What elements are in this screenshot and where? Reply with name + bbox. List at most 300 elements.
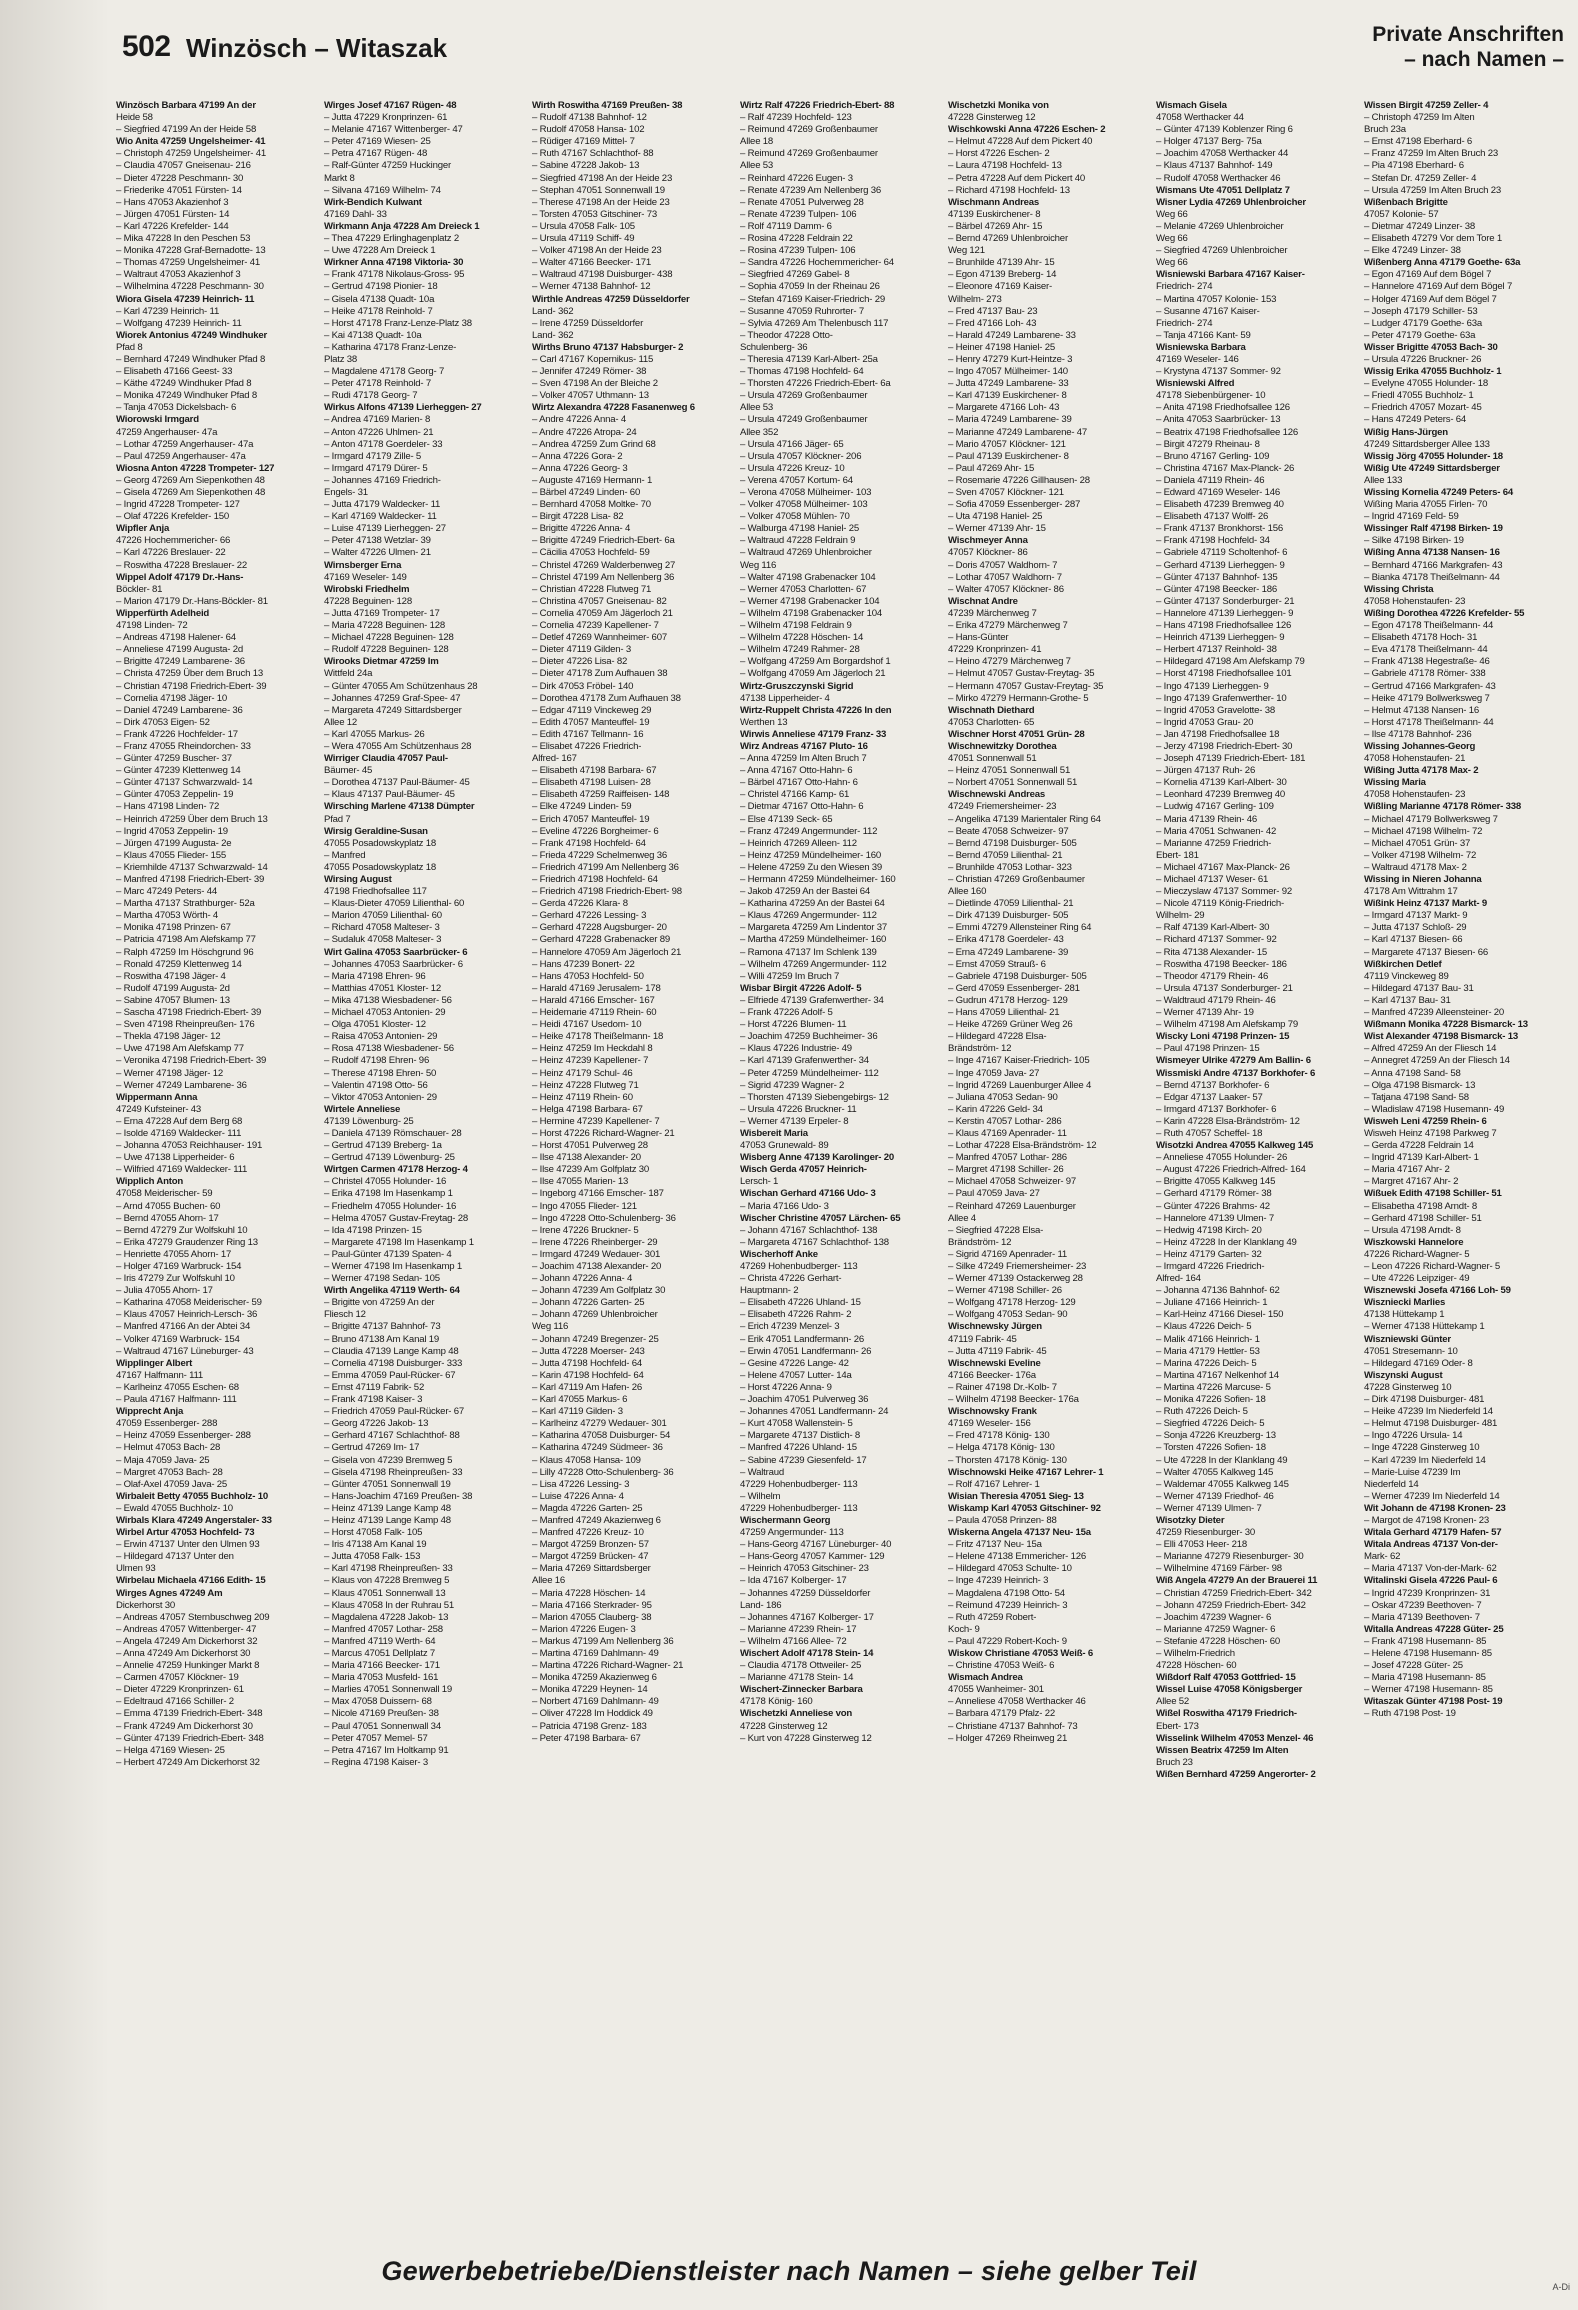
directory-entry: – Margarete 47198 Im Hasenkamp 1 [324, 1236, 474, 1248]
directory-entry: – Walter 47055 Kalkweg 145 [1156, 1466, 1274, 1478]
directory-entry: – Emma 47139 Friedrich-Ebert- 348 [116, 1708, 263, 1720]
directory-entry: – Manfred 47119 Werth- 64 [324, 1635, 436, 1647]
directory-entry: Platz 38 [324, 353, 358, 365]
directory-entry: – Ursula 47198 Arndt- 8 [1364, 1224, 1461, 1236]
directory-entry: – Dietmar 47249 Linzer- 38 [1364, 220, 1476, 232]
directory-entry: – Paul 47059 Java- 27 [948, 1188, 1040, 1200]
directory-entry: – Wera 47055 Am Schützenhaus 28 [324, 740, 472, 752]
directory-entry: – Gisela 47269 Am Siepenkothen 48 [116, 487, 266, 498]
directory-entry: – Brigitte 47249 Lambarene- 36 [116, 656, 245, 668]
directory-entry: – Eleonore 47169 Kaiser- [948, 281, 1053, 293]
directory-entry: Ulmen 93 [116, 1563, 156, 1575]
directory-entry: – Hans-Günter [948, 632, 1009, 644]
directory-entry: – Bernd 47137 Borkhofer- 6 [1156, 1079, 1270, 1091]
directory-entry: – Volker 47058 Mühlen- 70 [740, 511, 850, 523]
directory-entry: – Sabine 47057 Blumen- 13 [116, 994, 230, 1006]
surname-entry: Wissinger Ralf 47198 Birken- 19 [1364, 523, 1503, 535]
directory-entry: – Klaus-Dieter 47059 Lilienthal- 60 [324, 898, 465, 910]
directory-entry: – Hans 47198 Linden- 72 [116, 801, 220, 813]
directory-entry: 47228 Höschen- 60 [1156, 1660, 1237, 1672]
directory-entry: – Ronald 47259 Klettenweg 14 [116, 958, 242, 970]
directory-entry: – Paul 47229 Robert-Koch- 9 [948, 1635, 1067, 1647]
directory-entry: – Angelika 47139 Marientaler Ring 64 [948, 813, 1101, 825]
directory-entry: – Olaf-Axel 47059 Java- 25 [116, 1478, 228, 1490]
directory-entry: – Martina 47167 Nelkenhof 14 [1156, 1369, 1279, 1381]
surname-entry: Wissing Johannes-Georg [1364, 740, 1476, 752]
directory-entry: – Katharina 47058 Duisburger- 54 [532, 1430, 671, 1442]
directory-entry: – Christina 47057 Gneisenau- 82 [532, 595, 667, 607]
directory-entry: – Maria 47198 Ehren- 96 [324, 970, 426, 982]
directory-entry: – Wolfgang 47053 Sedan- 90 [948, 1309, 1068, 1321]
directory-entry: – Silvana 47169 Wilhelm- 74 [324, 184, 441, 196]
directory-entry: – Waltraud 47228 Feldrain 9 [740, 535, 856, 547]
directory-entry: – Silke 47249 Friemersheimer- 23 [948, 1261, 1087, 1272]
directory-entry: 47169 Weseler- 149 [324, 571, 407, 583]
directory-entry: – Ingrid 47053 Zeppelin- 19 [116, 825, 228, 837]
surname-entry: Witalla Andreas 47228 Güter- 25 [1364, 1623, 1504, 1635]
directory-entry: – Sigrid 47169 Apenrader- 11 [948, 1248, 1068, 1260]
directory-entry: – Ingo 47055 Flieder- 121 [532, 1200, 637, 1212]
directory-entry: – Thomas 47198 Hochfeld- 64 [740, 366, 864, 378]
directory-entry: – Valentin 47198 Otto- 56 [324, 1079, 428, 1091]
directory-entry: – Laura 47198 Hochfeld- 13 [948, 160, 1062, 172]
directory-entry: – Günter 47051 Sonnenwall 19 [324, 1478, 451, 1490]
directory-entry: – Gerhard 47179 Römer- 38 [1156, 1188, 1272, 1200]
directory-entry: – Werner 47198 Grabenacker 104 [740, 595, 880, 607]
directory-entry: – Erik 47051 Landfermann- 26 [740, 1333, 865, 1345]
surname-entry: Wischmann Andreas [948, 196, 1040, 208]
directory-entry: – Melanie 47167 Wittenberger- 47 [324, 124, 463, 136]
directory-entry: – Johannes 47053 Saarbrücker- 6 [324, 958, 463, 970]
directory-entry: – Ursula 47226 Bruckner- 26 [1364, 353, 1482, 365]
surname-entry: Wiszynski August [1364, 1369, 1443, 1381]
directory-entry: – Lothar 47057 Waldhorn- 7 [948, 571, 1062, 583]
directory-entry: – Klaus 47051 Sonnenwall 13 [324, 1587, 446, 1599]
directory-entry: – Elisabet 47226 Friedrich- [532, 740, 642, 752]
directory-entry: – Volker 47198 Wilhelm- 72 [1364, 849, 1477, 861]
directory-entry: – Johann 47167 Schlachthof- 138 [740, 1224, 878, 1236]
directory-entry: – Frank 47198 Hochfeld- 34 [1156, 535, 1270, 547]
directory-entry: – Maria 47166 Udo- 3 [740, 1200, 829, 1212]
directory-entry: – Hildegard 47137 Unter den [116, 1551, 234, 1563]
directory-entry: – Helene 47138 Emmericher- 126 [948, 1551, 1086, 1563]
directory-entry: – Renate 47239 Am Nellenberg 36 [740, 184, 882, 196]
directory-entry: – Andreas 47198 Halener- 64 [116, 632, 236, 644]
surname-entry: Wirth Angelika 47119 Werth- 64 [324, 1285, 460, 1297]
directory-entry: – Hermann 47057 Gustav-Freytag- 35 [948, 680, 1104, 692]
directory-entry: – Paul 47259 Angerhauser- 47a [116, 450, 246, 462]
directory-entry: – Hannelore 47059 Am Jägerloch 21 [532, 946, 682, 958]
surname-entry: Wirkner Anna 47198 Viktoria- 30 [324, 257, 464, 269]
directory-entry: – Horst 47051 Pulverweg 28 [532, 1140, 648, 1152]
directory-entry: – Klaus 47058 In der Ruhrau 51 [324, 1599, 455, 1611]
directory-entry: – Joachim 47259 Buchheimer- 36 [740, 1031, 878, 1043]
directory-entry: – Cornelia 47198 Jäger- 10 [116, 692, 228, 704]
directory-entry: – Christel 47199 Am Nellenberg 36 [532, 571, 675, 583]
directory-entry: – Manfred 47226 Kreuz- 10 [532, 1527, 644, 1539]
directory-entry: – Kornelia 47139 Karl-Albert- 30 [1156, 777, 1287, 789]
directory-entry: – Holger 47137 Berg- 75a [1156, 136, 1262, 148]
directory-entry: – Leon 47226 Richard-Wagner- 5 [1364, 1261, 1501, 1272]
directory-entry: 47259 Riesenburger- 30 [1156, 1527, 1256, 1539]
directory-entry: 47259 Angermunder- 113 [740, 1527, 844, 1539]
directory-entry: – Frank 47137 Bronkhorst- 156 [1156, 523, 1283, 535]
directory-entry: – Ida 47198 Prinzen- 15 [324, 1224, 422, 1236]
directory-entry: – Volker 47057 Uthmann- 13 [532, 390, 649, 402]
directory-entry: – Bruno 47167 Gerling- 109 [1156, 450, 1270, 462]
directory-entry: – Karl 47119 Am Hafen- 26 [532, 1381, 643, 1393]
directory-entry: 47138 Lipperheider- 4 [740, 692, 830, 704]
directory-entry: – Ursula 47057 Klöckner- 206 [740, 450, 862, 462]
directory-entry: – Wilhelmine 47169 Färber- 98 [1156, 1563, 1282, 1575]
directory-entry: – Katharina 47058 Meiderischer- 59 [116, 1297, 262, 1309]
directory-entry: – Lilly 47228 Otto-Schulenberg- 36 [532, 1466, 674, 1478]
directory-entry: – Ralf 47239 Hochfeld- 123 [740, 112, 852, 124]
surname-entry: Wißenberg Anna 47179 Goethe- 63a [1364, 257, 1521, 269]
directory-entry: – Auguste 47169 Hermann- 1 [532, 474, 653, 486]
directory-entry: – Ursula 47249 Großenbaumer [740, 414, 868, 426]
directory-entry: – Elisabeth 47166 Geest- 33 [116, 366, 233, 378]
directory-entry: 47119 Fabrik- 45 [948, 1333, 1017, 1345]
directory-entry: – Friedl 47055 Buchholz- 1 [1364, 390, 1474, 402]
directory-entry: – Christoph 47259 Ungelsheimer- 41 [116, 148, 266, 160]
directory-entry: – Werner 47198 Schiller- 26 [948, 1285, 1062, 1297]
directory-entry: – Hermine 47239 Kapellener- 7 [532, 1115, 660, 1127]
surname-entry: Wissing in Nieren Johanna [1364, 874, 1482, 885]
directory-entry: – Johann 47249 Bregenzer- 25 [532, 1333, 659, 1345]
directory-entry: – Elke 47249 Linden- 59 [532, 801, 632, 813]
directory-entry: Hauptmann- 2 [740, 1285, 799, 1297]
directory-entry: – Fred 47137 Bau- 23 [948, 305, 1038, 317]
directory-entry: – Ingo 47226 Ursula- 14 [1364, 1430, 1463, 1442]
directory-entry: 47228 Ginsterweg 12 [948, 112, 1036, 124]
directory-column-7 [1364, 100, 1568, 2250]
directory-entry: – Richard 47198 Hochfeld- 13 [948, 184, 1070, 196]
directory-entry: – Rudolf 47058 Werthacker 46 [1156, 172, 1281, 184]
directory-entry: Koch- 9 [948, 1623, 980, 1635]
surname-entry: Wischnewsky Jürgen [948, 1321, 1042, 1333]
directory-entry: – Karlheinz 47055 Eschen- 68 [116, 1381, 239, 1393]
directory-entry: – Hildegard 47228 Elsa- [948, 1031, 1047, 1043]
directory-entry: – Gerda 47228 Feldrain 14 [1364, 1140, 1474, 1152]
directory-entry: – Andreas 47057 Sternbuschweg 209 [116, 1611, 270, 1623]
directory-entry: – Bernhard 47058 Moltke- 70 [532, 499, 651, 511]
directory-column-3 [532, 100, 736, 2250]
directory-entry: – Beate 47058 Schweizer- 97 [948, 825, 1069, 837]
directory-entry: – Maria 47228 Höschen- 14 [532, 1587, 646, 1599]
directory-entry: – Hermann 47259 Mündelheimer- 160 [740, 874, 896, 885]
directory-entry: – Margareta 47249 Sittardsberger [324, 704, 462, 716]
directory-entry: – Karl 47119 Gilden- 3 [532, 1406, 623, 1418]
surname-entry: Wißkirchen Detlef [1364, 958, 1442, 970]
directory-entry: 47139 Löwenburg- 25 [324, 1115, 414, 1127]
surname-entry: Wismeyer Ulrike 47279 Am Ballin- 6 [1156, 1055, 1311, 1067]
directory-entry: – Rüdiger 47169 Mittel- 7 [532, 136, 635, 148]
directory-entry: – Regina 47198 Kaiser- 3 [324, 1756, 429, 1768]
directory-entry: – Manfred 47226 Uhland- 15 [740, 1442, 857, 1454]
directory-entry: – Ingrid 47169 Feld- 59 [1364, 511, 1459, 523]
surname-entry: Wischnewski Andreas [948, 789, 1046, 801]
directory-entry: – Therese 47198 An der Heide 23 [532, 196, 670, 208]
directory-entry: – Martina 47057 Kolonie- 153 [1156, 293, 1277, 305]
directory-entry: – Ilse 47239 Am Golfplatz 30 [532, 1164, 650, 1176]
directory-entry: – Sascha 47198 Friedrich-Ebert- 39 [116, 1007, 262, 1019]
directory-entry: – Oliver 47228 Im Hoddick 49 [532, 1708, 653, 1720]
directory-entry: – Melanie 47269 Uhlenbroicher [1156, 220, 1284, 232]
directory-entry: – Paul 47198 Prinzen- 15 [1156, 1043, 1260, 1055]
directory-entry: – Joachim 47239 Wagner- 6 [1156, 1611, 1272, 1623]
directory-entry: – Edgar 47119 Vinckeweg 29 [532, 704, 652, 716]
directory-entry: Wilhelm- 29 [1156, 910, 1205, 922]
surname-entry: Wisniewska Barbara [1156, 341, 1246, 353]
directory-entry: – Waldtraud 47179 Rhein- 46 [1156, 994, 1276, 1006]
directory-entry: – Joseph 47179 Schiller- 53 [1364, 305, 1478, 317]
directory-entry: – Ruth 47198 Post- 19 [1364, 1708, 1456, 1720]
directory-entry: – Eva 47178 Theißelmann- 44 [1364, 644, 1488, 656]
surname-entry: Wißink Heinz 47137 Markt- 9 [1364, 898, 1488, 910]
directory-entry: – Lothar 47259 Angerhauser- 47a [116, 438, 254, 450]
directory-entry: Pfad 8 [116, 341, 143, 353]
surname-entry: Wisselink Wilhelm 47053 Menzel- 46 [1156, 1732, 1314, 1744]
directory-entry: – Ursula 47058 Falk- 105 [532, 220, 635, 232]
directory-entry: – Hedwig 47198 Kirch- 20 [1156, 1224, 1262, 1236]
directory-entry: 47178 Am Wittrahm 17 [1364, 886, 1458, 898]
directory-entry: – Klaus 47055 Flieder- 155 [116, 849, 227, 861]
directory-entry: – Daniel 47249 Lambarene- 36 [116, 704, 243, 716]
directory-entry: – Sven 47198 An der Bleiche 2 [532, 378, 658, 390]
directory-entry: – Sandra 47226 Hochemmericher- 64 [740, 257, 894, 269]
directory-entry: – Tanja 47166 Kant- 59 [1156, 329, 1251, 341]
directory-entry: – Manfred 47198 Friedrich-Ebert- 39 [116, 874, 265, 885]
directory-entry: – Manfred 47166 An der Abtei 34 [116, 1321, 251, 1333]
directory-entry: – Ingrid 47228 Trompeter- 127 [116, 499, 240, 511]
directory-entry: – Magdalena 47228 Jakob- 13 [324, 1611, 449, 1623]
directory-entry: – Norbert 47051 Sonnenwall 51 [948, 777, 1078, 789]
directory-entry: – Karl 47226 Krefelder- 144 [116, 220, 229, 232]
directory-entry: – Ralph 47259 Im Höschgrund 96 [116, 946, 254, 958]
directory-entry: Bruch 23a [1364, 124, 1406, 136]
directory-entry: – Karl-Heinz 47166 Diesel- 150 [1156, 1309, 1284, 1321]
directory-entry: 47178 König- 160 [740, 1696, 813, 1708]
directory-entry: – Michael 47051 Grün- 37 [1364, 837, 1471, 849]
surname-entry: Wisian Theresia 47051 Sieg- 13 [948, 1490, 1084, 1502]
directory-entry: – Margarete 47166 Loh- 43 [948, 402, 1060, 414]
surname-entry: Wißig Ute 47249 Sittardsberger [1364, 462, 1500, 474]
directory-entry: – Reimund 47239 Heinrich- 3 [948, 1599, 1068, 1611]
directory-entry: – Leonhard 47239 Bremweg 40 [1156, 789, 1286, 801]
directory-entry: – Sabine 47239 Giesenfeld- 17 [740, 1454, 867, 1466]
directory-entry: – Luise 47226 Anna- 4 [532, 1490, 624, 1502]
directory-entry: – Michael 47058 Schweizer- 97 [948, 1176, 1077, 1188]
directory-entry: – Maria 47179 Hettler- 53 [1156, 1345, 1260, 1357]
directory-entry: – Werner 47053 Charlotten- 67 [740, 583, 867, 595]
directory-entry: – Günter 47198 Beecker- 186 [1156, 583, 1278, 595]
directory-entry: – Willi 47259 Im Bruch 7 [740, 970, 840, 982]
directory-entry: – Helga 47169 Wiesen- 25 [116, 1744, 225, 1756]
directory-entry: – Elisabeth 47226 Uhland- 15 [740, 1297, 861, 1309]
directory-entry: – Monika 47259 Akazienweg 6 [532, 1672, 657, 1684]
directory-entry: – Waltraut 47053 Akazienhof 3 [116, 269, 241, 281]
surname-entry: Wißing Anna 47138 Nansen- 16 [1364, 547, 1500, 559]
directory-entry: – Verena 47057 Kortum- 64 [740, 474, 853, 486]
directory-entry: – Elli 47053 Heer- 218 [1156, 1539, 1248, 1551]
directory-entry: – Maria 47269 Sittardsberger [532, 1563, 651, 1575]
directory-entry: – Heinz 47239 Kapellener- 7 [532, 1055, 649, 1067]
directory-entry: – Anneliese 47058 Werthacker 46 [948, 1696, 1086, 1708]
directory-entry: – Friedrich 47199 Am Nellenberg 36 [532, 861, 679, 873]
directory-entry: – Ingrid 47053 Gravelotte- 38 [1156, 704, 1275, 716]
surname-entry: Wischnowski Heike 47167 Lehrer- 1 [948, 1466, 1104, 1478]
directory-entry: – Jutta 47169 Trompeter- 17 [324, 607, 440, 619]
directory-entry: – Heinz 47139 Lange Kamp 48 [324, 1514, 451, 1526]
directory-entry: Allee 53 [740, 402, 774, 414]
surname-entry: Wippermann Anna [116, 1091, 198, 1103]
directory-entry: Böckler- 81 [116, 583, 163, 595]
directory-entry: – Mario 47057 Klöckner- 121 [948, 438, 1066, 450]
directory-entry: – Siegfried 47198 An der Heide 23 [532, 172, 673, 184]
directory-entry: – Sudaluk 47058 Malteser- 3 [324, 934, 442, 946]
directory-entry: – Ruth 47057 Scheffel- 18 [1156, 1127, 1263, 1139]
directory-entry: – Johannes 47259 Graf-Spee- 47 [324, 692, 461, 704]
directory-entry: – Brunhilde 47139 Ahr- 15 [948, 257, 1055, 269]
surname-entry: Wiszniecki Marlies [1364, 1297, 1446, 1309]
directory-entry: – Karin 47228 Elsa-Brändström- 12 [1156, 1115, 1300, 1127]
directory-entry: – Horst 47226 Blumen- 11 [740, 1019, 847, 1031]
directory-entry: – Elisabeth 47279 Vor dem Tore 1 [1364, 233, 1502, 245]
surname-entry: Wissing Kornelia 47249 Peters- 64 [1364, 487, 1514, 498]
directory-entry: – Günter 47139 Koblenzer Ring 6 [1156, 124, 1293, 136]
directory-entry: – Erwin 47051 Landfermann- 26 [740, 1345, 872, 1357]
directory-entry: – Rudolf 47199 Augusta- 2d [116, 982, 230, 994]
directory-entry: – Frank 47198 Husemann- 85 [1364, 1635, 1487, 1647]
directory-entry: – Iris 47138 Am Kanal 19 [324, 1539, 427, 1551]
directory-entry: – Margot 47259 Brücken- 47 [532, 1551, 649, 1563]
directory-entry: – Günter 47055 Am Schützenhaus 28 [324, 680, 478, 692]
directory-entry: – Johanna 47136 Bahnhof- 62 [1156, 1285, 1280, 1297]
directory-entry: – Kriemhilde 47137 Schwarzwald- 14 [116, 861, 268, 873]
surname-entry: Wischert Adolf 47178 Stein- 14 [740, 1648, 874, 1659]
directory-entry: 47228 Ginsterweg 10 [1364, 1381, 1452, 1393]
directory-entry: – Gisela 47198 Rheinpreußen- 33 [324, 1466, 463, 1478]
directory-entry: – Jan 47198 Friedhofsallee 18 [1156, 728, 1280, 740]
directory-entry: – Ernst 47059 Strauß- 6 [948, 958, 1046, 970]
directory-entry: – Paul-Günter 47139 Spaten- 4 [324, 1248, 452, 1260]
directory-entry: – Arnd 47055 Buchen- 60 [116, 1200, 221, 1212]
directory-entry: – Horst 47058 Falk- 105 [324, 1527, 423, 1539]
directory-entry: – Pia 47198 Eberhard- 6 [1364, 160, 1464, 172]
directory-entry: – Ursula 47166 Jäger- 65 [740, 438, 844, 450]
directory-entry: Allee 12 [324, 716, 358, 728]
surname-entry: Witaszak Günter 47198 Post- 19 [1364, 1696, 1503, 1708]
directory-entry: – Susanne 47167 Kaiser- [1156, 305, 1260, 317]
directory-entry: – Irmgard 47179 Dürer- 5 [324, 462, 428, 474]
directory-entry: – Veronika 47198 Friedrich-Ebert- 39 [116, 1055, 267, 1067]
directory-entry: – Volker 47169 Warbruck- 154 [116, 1333, 240, 1345]
directory-entry: 47055 Posadowskyplatz 18 [324, 861, 437, 873]
directory-entry: – Horst 47178 Theißelmann- 44 [1364, 716, 1494, 728]
directory-column-5 [948, 100, 1152, 2250]
surname-entry: Wiskamp Karl 47053 Gitschiner- 92 [948, 1502, 1101, 1514]
directory-entry: – Kerstin 47057 Lothar- 286 [948, 1115, 1062, 1127]
directory-entry: – Wolfgang 47178 Herzog- 129 [948, 1297, 1076, 1309]
directory-entry: – Peter 47198 Barbara- 67 [532, 1732, 641, 1744]
directory-entry: – Heinz 47259 Mündelheimer- 160 [740, 849, 881, 861]
directory-entry: – Heinz 47139 Lange Kamp 48 [324, 1502, 451, 1514]
directory-entry: – Marion 47059 Lilienthal- 60 [324, 910, 442, 922]
directory-entry: – Hildegard 47053 Schulte- 10 [948, 1563, 1072, 1575]
directory-entry: – Julia 47055 Ahorn- 17 [116, 1285, 213, 1297]
directory-entry: 47057 Klöckner- 86 [948, 547, 1028, 559]
directory-entry: – Karl 47169 Waldecker- 11 [324, 511, 437, 523]
directory-entry: – Elisabeth 47259 Raiffeisen- 148 [532, 789, 670, 801]
directory-entry: – Uwe 47138 Lipperheider- 6 [116, 1152, 235, 1164]
directory-entry: – Inge 47059 Java- 27 [948, 1067, 1040, 1079]
directory-entry: – Joachim 47051 Pulverweg 36 [740, 1394, 869, 1406]
directory-entry: – Marianne 47178 Stein- 14 [740, 1672, 854, 1684]
directory-entry: – Viktor 47053 Antonien- 29 [324, 1091, 437, 1103]
directory-entry: – Hans 47239 Bonert- 22 [532, 958, 635, 970]
directory-entry: – Patricia 47198 Grenz- 183 [532, 1720, 647, 1732]
directory-entry: – Richard 47058 Malteser- 3 [324, 922, 440, 934]
directory-entry: – Martha 47053 Wörth- 4 [116, 910, 219, 922]
directory-entry: – Martina 47226 Marcuse- 5 [1156, 1381, 1271, 1393]
surname-entry: Wiß Angela 47279 An der Brauerei 11 [1156, 1575, 1318, 1587]
footer-note: Gewerbebetriebe/Dienstleister nach Namen – siehe gelber Teil [381, 2256, 1197, 2286]
surname-entry: Wißen Bernhard 47259 Angerorter- 2 [1156, 1768, 1316, 1780]
directory-entry: 47053 Grunewald- 89 [740, 1140, 829, 1152]
directory-entry: – Henriette 47055 Ahorn- 17 [116, 1248, 232, 1260]
directory-entry: – Horst 47226 Anna- 9 [740, 1381, 832, 1393]
surname-entry: Wiorowski Irmgard [116, 414, 199, 426]
directory-entry: – Helmut 47053 Bach- 28 [116, 1442, 221, 1454]
directory-entry: – Helene 47259 Zu den Wiesen 39 [740, 861, 883, 873]
directory-entry: – Olga 47198 Bismarck- 13 [1364, 1079, 1476, 1091]
directory-entry: – Dieter 47178 Zum Aufhauen 38 [532, 668, 668, 680]
surname-entry: Wissmiski Andre 47137 Borkhofer- 6 [1156, 1067, 1316, 1079]
surname-entry: Wirsing August [324, 874, 392, 885]
directory-entry: – Fritz 47137 Neu- 15a [948, 1539, 1042, 1551]
directory-entry: – Ruth 47259 Robert- [948, 1611, 1037, 1623]
directory-entry: – Siegfried 47228 Elsa- [948, 1224, 1044, 1236]
directory-entry: – Cornelia 47059 Am Jägerloch 21 [532, 607, 673, 619]
surname-entry: Wischnath Diethard [948, 704, 1035, 716]
directory-entry: – Günter 47137 Sonderburger- 21 [1156, 595, 1295, 607]
directory-entry: – Werner 47139 Friedhof- 46 [1156, 1490, 1274, 1502]
directory-entry: – Siegfried 47226 Deich- 5 [1156, 1418, 1265, 1430]
directory-entry: 47228 Ginsterweg 12 [740, 1720, 828, 1732]
directory-entry: – Elisabeth 47239 Bremweg 40 [1156, 499, 1284, 511]
directory-entry: – Marianne 47249 Lambarene- 47 [948, 426, 1088, 438]
surname-entry: Witalinski Gisela 47226 Paul- 6 [1364, 1575, 1498, 1587]
directory-entry: – Theresia 47139 Karl-Albert- 25a [740, 353, 878, 365]
directory-entry: – Magdalene 47178 Georg- 7 [324, 366, 445, 378]
directory-entry: Dickerhorst 30 [116, 1599, 176, 1611]
directory-entry: – Hans 47053 Hochfeld- 50 [532, 970, 644, 982]
directory-entry: – Michael 47137 Weser- 61 [1156, 874, 1269, 885]
directory-entry: – Rolf 47167 Lehrer- 1 [948, 1478, 1040, 1490]
directory-entry: – Michael 47167 Max-Planck- 26 [1156, 861, 1290, 873]
directory-entry: – Rosina 47239 Tulpen- 106 [740, 245, 856, 257]
directory-entry: – Karlheinz 47279 Wedauer- 301 [532, 1418, 667, 1430]
directory-entry: – Petra 47167 Im Holtkamp 91 [324, 1744, 449, 1756]
directory-entry: – Heinz 47228 In der Klanklang 49 [1156, 1236, 1297, 1248]
directory-entry: – Heinrich 47269 Alleen- 112 [740, 837, 857, 849]
directory-entry: – Waltraud 47167 Lüneburger- 43 [116, 1345, 254, 1357]
directory-entry: 47051 Sonnenwall 51 [948, 753, 1037, 765]
directory-entry: – Sven 47057 Klöckner- 121 [948, 487, 1064, 498]
directory-entry: – Marie-Luise 47239 Im [1364, 1466, 1461, 1478]
directory-entry: – Christiane 47137 Bahnhof- 73 [948, 1720, 1078, 1732]
